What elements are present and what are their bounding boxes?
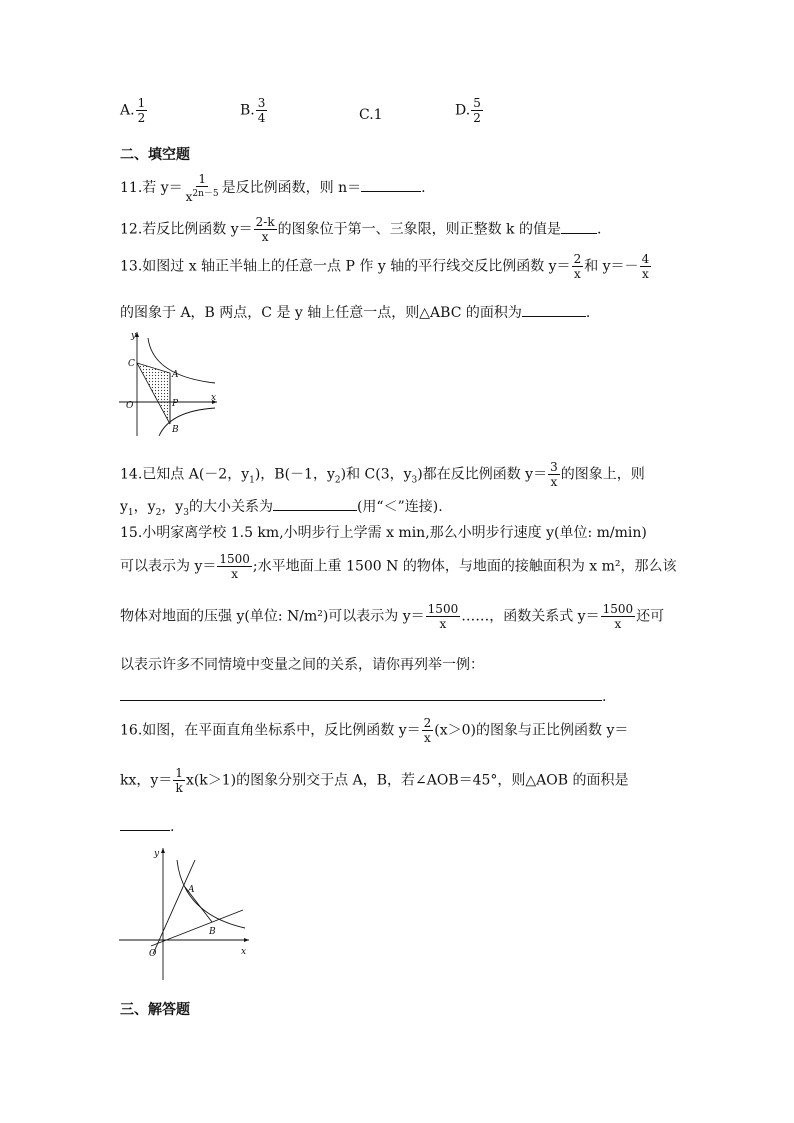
q15-text-post: 还可 xyxy=(636,608,665,625)
numerator: 3 xyxy=(257,96,266,110)
option-a xyxy=(120,96,148,125)
question-16-line2 xyxy=(120,766,629,795)
q14-text-end: (用“＜”连接). xyxy=(356,499,443,515)
subscript: 2 xyxy=(334,475,341,486)
q15-text: 可以表示为 y＝ xyxy=(120,558,217,575)
question-15-answer-line xyxy=(120,688,606,705)
label-c: C xyxy=(128,359,135,369)
den-base: x xyxy=(185,190,193,204)
numerator: 1 xyxy=(198,172,206,186)
q15-text-post: ;水平地面上重 1500 N 的物体，与地面的接触面积为 x m²，那么该 xyxy=(252,558,677,575)
y-axis-arrow xyxy=(161,848,165,853)
label-y: y xyxy=(154,849,160,859)
question-14-line2 xyxy=(120,496,443,518)
subscript: 2 xyxy=(155,507,162,518)
option-label: A. xyxy=(120,102,135,119)
q14-text: )，B(－1，y xyxy=(254,466,335,483)
label-p: P xyxy=(172,399,179,409)
fraction xyxy=(548,460,560,489)
q11-text-post: 是反比例函数，则 n＝ xyxy=(221,180,362,196)
x-axis-arrow xyxy=(244,938,249,942)
q12-text-post: 的图象位于第一、三象限，则正整数 k 的值是 xyxy=(277,221,561,238)
denominator: x xyxy=(261,230,269,244)
option-c xyxy=(359,107,383,123)
answer-blank[interactable] xyxy=(561,221,597,234)
den-exponent: 2n－5 xyxy=(192,189,219,199)
q12-text: 12.若反比例函数 y＝ xyxy=(120,221,253,238)
option-label: D. xyxy=(455,102,471,119)
question-16-line1 xyxy=(120,716,628,745)
q15-text: 物体对地面的压强 y(单位: N/m²)可以表示为 y＝ xyxy=(120,608,425,625)
option-b xyxy=(240,96,268,125)
q13-text-mid: 和 y＝－ xyxy=(584,258,639,275)
fraction xyxy=(173,766,185,795)
denominator: 4 xyxy=(257,111,266,125)
label-a: A xyxy=(172,370,179,380)
answer-blank[interactable] xyxy=(361,179,421,192)
fraction xyxy=(640,252,652,281)
q14-var: ，y xyxy=(161,499,184,515)
q14-var: ，y xyxy=(133,499,156,515)
question-12 xyxy=(120,215,601,244)
label-x: x xyxy=(241,947,247,957)
numerator: 1500 xyxy=(219,552,250,566)
denominator: x xyxy=(641,267,649,281)
answer-blank[interactable] xyxy=(120,688,602,701)
q16-text-post: x(k＞1)的图象分别交于点 A，B，若∠AOB＝45°，则△AOB 的面积是 xyxy=(185,772,629,789)
label-o: O xyxy=(126,401,134,411)
question-15-line2 xyxy=(120,552,677,581)
fraction xyxy=(256,96,268,125)
numerator: 2-k xyxy=(255,215,275,229)
denominator: 2 xyxy=(473,111,481,125)
denominator: x xyxy=(231,567,239,581)
denominator: x xyxy=(439,617,447,631)
question-14-line1 xyxy=(120,460,645,489)
question-16-line3 xyxy=(120,818,174,835)
fraction xyxy=(254,215,277,244)
q13-figure xyxy=(115,326,225,441)
q15-end: . xyxy=(602,689,607,705)
fraction xyxy=(572,252,584,281)
label-x: x xyxy=(211,393,217,403)
label-b: B xyxy=(172,425,179,435)
numerator: 1 xyxy=(137,96,146,110)
fraction xyxy=(217,552,252,581)
denominator: k xyxy=(175,781,183,795)
q16-text-post: (x＞0)的图象与正比例函数 y＝ xyxy=(434,722,629,739)
denominator: x xyxy=(550,475,558,489)
option-d xyxy=(455,96,484,125)
fraction xyxy=(184,172,221,204)
question-13-line2 xyxy=(120,302,590,322)
fraction xyxy=(471,96,483,125)
label-y: y xyxy=(131,331,137,341)
denominator xyxy=(184,187,221,204)
q11-text: 11.若 y＝ xyxy=(120,180,183,196)
denominator: x xyxy=(424,731,431,745)
subscript: 3 xyxy=(183,507,189,518)
fraction xyxy=(426,602,461,631)
q12-end: . xyxy=(596,221,602,238)
question-15-line4: 以表示许多不同情境中变量之间的关系，请你再列举一例： xyxy=(120,657,484,673)
numerator: 1500 xyxy=(602,602,634,616)
q13-end: . xyxy=(585,305,591,321)
q16-figure xyxy=(115,842,255,982)
denominator: x xyxy=(573,267,581,281)
q14-text-post: 的图象上，则 xyxy=(560,466,645,483)
q14-text: )都在反比例函数 y＝ xyxy=(417,466,548,483)
option-label: C.1 xyxy=(359,107,383,123)
answer-blank[interactable] xyxy=(120,818,170,831)
q13-text-line2: 的图象于 A，B 两点，C 是 y 轴上任意一点，则△ABC 的面积为 xyxy=(120,305,522,321)
numerator: 1 xyxy=(175,766,183,780)
q14-text: 的大小关系为 xyxy=(188,499,273,515)
subscript: 3 xyxy=(411,475,418,486)
section-title: 三、解答题 xyxy=(120,1002,190,1018)
denominator: 2 xyxy=(137,111,146,125)
question-13-line1 xyxy=(120,252,652,281)
q14-var: y xyxy=(120,499,128,515)
subscript: 1 xyxy=(249,475,255,486)
question-11 xyxy=(120,172,426,204)
q14-text: 14.已知点 A(－2，y xyxy=(120,466,250,483)
label-a: A xyxy=(188,885,195,895)
fraction xyxy=(601,602,636,631)
numerator: 3 xyxy=(550,460,558,474)
numerator: 5 xyxy=(473,96,481,110)
answer-blank[interactable] xyxy=(273,498,357,511)
subscript: 1 xyxy=(127,507,134,518)
q11-end: . xyxy=(421,180,426,196)
q16-end: . xyxy=(170,819,175,835)
label-b: B xyxy=(209,927,216,937)
answer-blank[interactable] xyxy=(522,304,586,317)
option-label: B. xyxy=(240,102,255,119)
q15-text-mid: ……，函数关系式 y＝ xyxy=(461,608,600,625)
numerator: 2 xyxy=(573,252,582,266)
fraction xyxy=(422,716,434,745)
q16-text: 16.如图，在平面直角坐标系中，反比例函数 y＝ xyxy=(120,722,421,739)
section-title: 二、填空题 xyxy=(120,147,190,163)
triangle-abc xyxy=(137,363,170,424)
q14-text: )和 C(3，y xyxy=(340,466,412,483)
q13-text: 13.如图过 x 轴正半轴上的任意一点 P 作 y 轴的平行线交反比例函数 y＝ xyxy=(120,258,571,275)
denominator: x xyxy=(614,617,622,631)
q16-text: kx，y＝ xyxy=(120,772,173,789)
question-15-line1: 15.小明家离学校 1.5 km,小明步行上学需 x min,那么小明步行速度 y(单位: m/min) xyxy=(120,525,647,541)
numerator: 2 xyxy=(423,716,432,730)
label-o: O xyxy=(149,949,157,959)
numerator: 4 xyxy=(641,252,650,266)
numerator: 1500 xyxy=(427,602,459,616)
question-15-line3 xyxy=(120,602,664,631)
fraction xyxy=(136,96,148,125)
